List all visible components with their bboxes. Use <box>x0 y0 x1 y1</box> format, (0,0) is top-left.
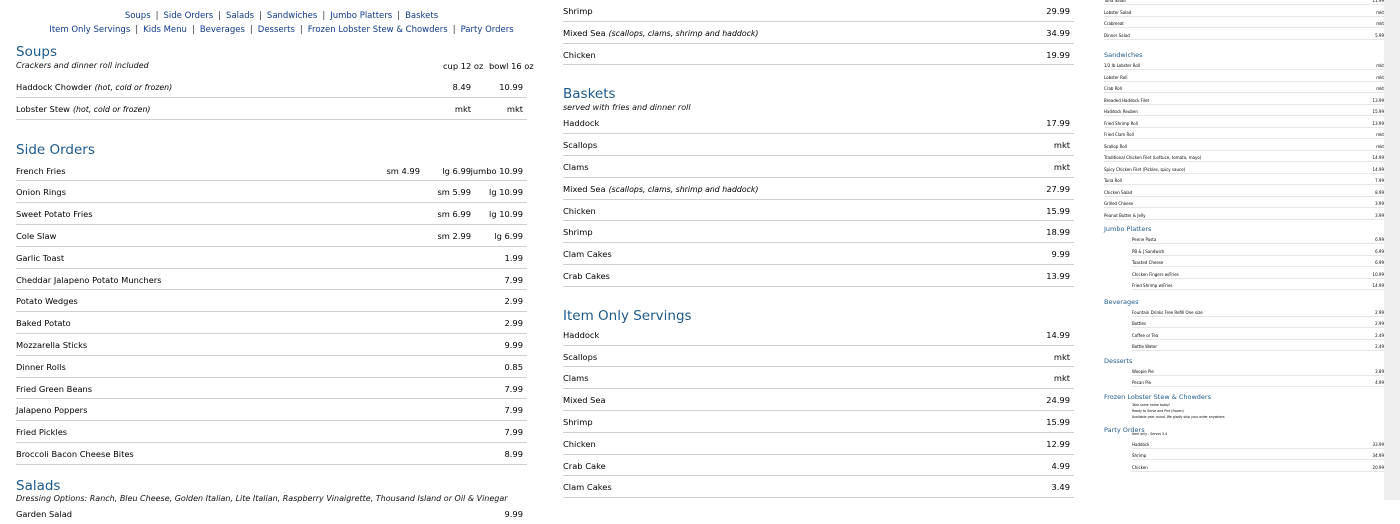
side-order-item <box>16 356 527 378</box>
soup-name <box>16 82 172 92</box>
side-order-item <box>16 247 527 269</box>
item-only-name-text: Scallops <box>563 351 598 362</box>
basket-name <box>563 271 610 281</box>
side-order-item <box>16 421 527 443</box>
mini-jumbo-price: 10.99 <box>1372 271 1384 277</box>
item-only-name-text: Crab Cake <box>563 460 606 471</box>
side-order-price: 7.99 <box>504 383 523 394</box>
item-only-name-text: Clam Cakes <box>563 482 612 493</box>
mini-party-name: Chicken <box>1132 464 1148 470</box>
mini-party-name: Shrimp <box>1132 453 1147 458</box>
platter-name-text: Shrimp <box>563 6 593 16</box>
mini-jumbo-item <box>1132 282 1384 290</box>
mini-sandwich-price: 13.99 <box>1372 120 1384 126</box>
mini-jumbo-item <box>1132 259 1384 267</box>
basket-name <box>563 118 599 128</box>
mini-frozen-line: Available year round. We gladly ship your order anywhere. <box>1132 414 1226 419</box>
nav-separator: | <box>452 25 456 35</box>
item-only-list <box>563 324 1074 498</box>
mini-sandwich-item <box>1104 154 1384 162</box>
side-order-small-price: sm 2.99 <box>437 230 471 241</box>
nav-link[interactable]: Baskets <box>405 11 439 21</box>
mini-sandwich-item <box>1104 108 1384 116</box>
mini-dessert-price: 4.99 <box>1375 380 1384 385</box>
mini-salad-item <box>1104 20 1384 28</box>
item-only-item <box>563 455 1074 477</box>
item-only-name <box>563 417 593 427</box>
basket-item <box>563 265 1074 287</box>
mini-salad-name: Tuna Salad <box>1104 0 1126 3</box>
side-order-name: Sweet Potato Fries <box>16 209 93 220</box>
mini-salad-price: 5.99 <box>1375 32 1384 38</box>
item-only-name-text: Mixed Sea <box>563 395 606 406</box>
platter-name <box>563 50 596 60</box>
mini-jumbo-heading: Jumbo Platters <box>1104 225 1152 233</box>
item-only-name <box>563 395 606 405</box>
soup-bowl-price: 10.99 <box>499 82 523 92</box>
mini-party-price: 33.99 <box>1372 441 1384 447</box>
basket-name-text: Shrimp <box>563 227 593 238</box>
mini-sandwich-item <box>1104 97 1384 105</box>
side-order-price: 2.99 <box>504 318 523 329</box>
mini-frozen-line: Take some home today! <box>1132 402 1171 407</box>
side-order-large-price: lg 6.99 <box>494 230 523 241</box>
mini-jumbo-item <box>1132 271 1384 279</box>
side-order-price: 2.99 <box>504 296 523 307</box>
mini-beverage-price: 2.99 <box>1375 309 1384 315</box>
soups-cup-label: cup 12 oz <box>443 61 484 71</box>
basket-price: 17.99 <box>1046 118 1070 129</box>
soup-bowl-price: mkt <box>506 103 523 114</box>
mobile-menu-page <box>1094 0 1384 500</box>
mini-sandwich-name: Fried Clam Roll <box>1104 132 1134 137</box>
mini-jumbo-price: 6.99 <box>1375 260 1384 265</box>
soup-item <box>16 98 527 120</box>
basket-price: 18.99 <box>1046 227 1070 238</box>
nav-link[interactable]: Item Only Servings <box>49 25 131 35</box>
mini-jumbo-price: 6.99 <box>1375 248 1384 254</box>
basket-name-text: Crab Cakes <box>563 270 611 281</box>
nav-separator: | <box>299 25 303 35</box>
basket-name-text: Haddock <box>563 118 600 129</box>
side-order-price: 8.99 <box>504 448 523 459</box>
baskets-description: served with fries and dinner roll <box>563 103 691 113</box>
platter-list-top <box>563 0 1074 65</box>
basket-price: 27.99 <box>1046 183 1070 194</box>
side-order-item <box>16 312 527 334</box>
side-order-item <box>16 290 527 312</box>
mini-salad-price: mkt <box>1376 21 1384 26</box>
nav-separator: | <box>259 11 262 21</box>
mini-sandwich-name: Fried Shrimp Roll <box>1104 120 1138 126</box>
side-order-item <box>16 334 527 356</box>
basket-item <box>563 178 1074 200</box>
item-only-name <box>563 330 599 340</box>
mini-sandwich-item <box>1104 85 1384 93</box>
side-order-item <box>16 160 527 182</box>
side-order-name: Dinner Rolls <box>16 361 66 372</box>
mini-dessert-item <box>1132 379 1384 387</box>
side-order-price: 9.99 <box>504 339 523 350</box>
platter-item <box>563 0 1074 22</box>
mini-sandwich-item <box>1104 177 1384 185</box>
side-order-large-price: lg 10.99 <box>489 209 523 220</box>
mini-sandwich-item <box>1104 74 1384 82</box>
nav-link[interactable]: Party Orders <box>460 25 514 35</box>
mini-party-name: Haddock <box>1132 441 1150 447</box>
basket-item <box>563 200 1074 222</box>
nav-separator: | <box>218 11 222 21</box>
item-only-price: 24.99 <box>1046 395 1070 406</box>
side-order-large-price: lg 10.99 <box>489 187 523 198</box>
side-orders-list <box>16 160 527 465</box>
side-order-price: 7.99 <box>504 427 523 438</box>
item-only-price: 4.99 <box>1051 460 1070 471</box>
basket-name-text: Clams <box>563 161 589 172</box>
platter-price: 19.99 <box>1046 49 1070 60</box>
item-only-price: 12.99 <box>1046 438 1070 449</box>
mini-sandwiches-heading: Sandwiches <box>1104 51 1143 59</box>
mini-sandwich-item <box>1104 143 1384 151</box>
mini-sandwich-name: Crab Roll <box>1104 86 1122 91</box>
item-only-name <box>563 439 596 449</box>
side-order-name: Fried Pickles <box>16 427 68 438</box>
side-order-small-price: sm 6.99 <box>437 209 471 220</box>
mini-sandwich-item <box>1104 131 1384 139</box>
soup-cup-price: mkt <box>454 103 471 114</box>
mini-sandwich-price: 3.99 <box>1375 212 1384 218</box>
side-order-name: Cheddar Jalapeno Potato Munchers <box>16 274 162 285</box>
mini-beverage-item <box>1132 343 1384 351</box>
side-order-name: Jalapeno Poppers <box>16 405 88 416</box>
side-order-price: 1.99 <box>504 252 523 263</box>
salad-item <box>16 503 527 524</box>
nav-link[interactable]: Soups <box>124 11 151 21</box>
salads-description: Dressing Options: Ranch, Bleu Cheese, Golden Italian, Lite Italian, Raspberry Vinaigrette, Thousand Island or Oil & Vinegar <box>16 493 508 503</box>
soup-note: (hot, cold or frozen) <box>72 104 151 114</box>
mini-party-price: 20.99 <box>1372 464 1384 470</box>
mini-sandwich-price: 14.99 <box>1372 166 1384 172</box>
side-order-item <box>16 399 527 421</box>
basket-name <box>563 227 593 237</box>
baskets-list <box>563 112 1074 286</box>
mini-sandwich-item <box>1104 120 1384 128</box>
nav-link[interactable]: Side Orders <box>163 11 214 21</box>
mini-salad-price: mkt <box>1376 9 1384 15</box>
item-only-name <box>563 352 597 362</box>
nav-link[interactable]: Frozen Lobster Stew & Chowders <box>307 25 448 35</box>
mini-jumbo-price: 6.99 <box>1375 237 1384 242</box>
mini-party-item <box>1132 441 1384 449</box>
basket-price: mkt <box>1053 161 1070 172</box>
mini-salad-name: Dinner Salad <box>1104 32 1130 38</box>
mini-sandwich-price: mkt <box>1376 143 1384 149</box>
basket-name-text: Mixed Sea <box>563 183 606 194</box>
soups-header-row <box>16 60 534 76</box>
side-order-name: Mozzarella Sticks <box>16 339 88 350</box>
mini-party-heading: Party Orders <box>1104 425 1145 434</box>
mini-dessert-item <box>1132 368 1384 376</box>
mini-sandwich-price: mkt <box>1376 74 1384 80</box>
platter-name-text: Mixed Sea <box>563 27 606 38</box>
item-only-price: 15.99 <box>1046 416 1070 427</box>
basket-note: (scallops, clams, shrimp and haddock) <box>608 184 759 194</box>
soup-note: (hot, cold or frozen) <box>94 83 173 92</box>
mini-jumbo-item <box>1132 248 1384 256</box>
item-only-name <box>563 482 612 492</box>
mini-jumbo-name: Fried Shrimp w/Fries <box>1132 283 1173 288</box>
nav-link[interactable]: Beverages <box>199 25 245 35</box>
mini-salad-price: 11.99 <box>1372 0 1384 3</box>
basket-name <box>563 206 596 216</box>
mini-sandwich-price: mkt <box>1376 63 1384 68</box>
basket-name-text: Scallops <box>563 140 598 151</box>
side-order-large-price: lg 6.99 <box>442 165 471 176</box>
mini-sandwich-item <box>1104 62 1384 70</box>
side-order-name: French Fries <box>16 165 66 176</box>
basket-name <box>563 140 597 150</box>
salad-price: 9.99 <box>504 508 523 519</box>
mini-sandwich-price: mkt <box>1376 86 1384 91</box>
mini-frozen-line: Ready to Serve and Pint (frozen) <box>1132 408 1184 413</box>
mini-sandwich-name: Haddock Reuben <box>1104 109 1138 114</box>
mini-sandwich-price: mkt <box>1376 132 1384 137</box>
mini-sandwich-name: Tuna Roll <box>1104 178 1122 183</box>
mini-salad-item <box>1104 0 1384 5</box>
side-order-item <box>16 443 527 465</box>
side-order-jumbo-price: jumbo 10.99 <box>470 165 523 176</box>
mini-sandwich-price: 14.99 <box>1372 155 1384 160</box>
item-only-price: mkt <box>1053 351 1070 362</box>
baskets-heading: Baskets <box>563 86 616 103</box>
platter-price: 34.99 <box>1046 27 1070 38</box>
side-order-name: Cole Slaw <box>16 230 57 241</box>
mini-sandwich-name: Grilled Cheese <box>1104 201 1134 206</box>
salad-name: Garden Salad <box>16 508 73 519</box>
mini-salad-name: Crabmeat <box>1104 21 1124 26</box>
mini-beverage-price: 2.99 <box>1375 321 1384 326</box>
menu-column-middle <box>563 0 1074 498</box>
platter-name <box>563 28 758 38</box>
mini-sandwich-item <box>1104 166 1384 174</box>
mini-sandwich-item <box>1104 189 1384 197</box>
mini-jumbo-item <box>1132 236 1384 244</box>
mini-jumbo-price: 14.99 <box>1372 283 1384 288</box>
nav-separator: | <box>155 11 159 21</box>
mini-dessert-name: Woopie Pie <box>1132 368 1154 374</box>
basket-name <box>563 249 612 259</box>
mini-jumbo-name: Chicken Fingers w/Fries <box>1132 271 1179 277</box>
mini-beverage-name: Bottles <box>1132 321 1146 326</box>
mini-sandwich-price: 13.99 <box>1372 97 1384 103</box>
basket-name <box>563 162 589 172</box>
nav-separator: | <box>249 25 253 35</box>
soup-name-text: Haddock Chowder <box>16 82 92 92</box>
mini-beverage-price: 2.49 <box>1375 344 1384 349</box>
side-orders-heading: Side Orders <box>16 141 95 158</box>
item-only-name-text: Shrimp <box>563 416 593 427</box>
item-only-price: mkt <box>1053 373 1070 384</box>
menu-column-left <box>16 0 534 524</box>
basket-price: mkt <box>1053 140 1070 151</box>
mini-beverage-name: Fountain Drinks Free Refill One size <box>1132 309 1203 315</box>
soup-cup-price: 8.49 <box>452 82 471 92</box>
side-order-name: Fried Green Beans <box>16 383 93 394</box>
soups-list <box>16 76 527 120</box>
salads-list <box>16 503 527 524</box>
mini-party-price: 34.99 <box>1372 453 1384 458</box>
item-only-price: 3.49 <box>1051 482 1070 493</box>
basket-price: 15.99 <box>1046 205 1070 216</box>
mini-jumbo-name: PB & J Sandwich <box>1132 248 1165 254</box>
item-only-name-text: Chicken <box>563 438 596 449</box>
side-order-price: 7.99 <box>504 405 523 416</box>
basket-item <box>563 243 1074 265</box>
mini-sandwich-name: Scallop Roll <box>1104 143 1127 149</box>
side-order-name: Onion Rings <box>16 187 66 198</box>
side-order-price: 0.85 <box>504 361 523 372</box>
platter-item <box>563 44 1074 66</box>
item-only-name-text: Clams <box>563 373 589 384</box>
mini-beverages-heading: Beverages <box>1104 297 1139 306</box>
mini-frozen-heading: Frozen Lobster Stew & Chowders <box>1104 392 1211 401</box>
mini-party-item <box>1132 464 1384 472</box>
nav-link[interactable]: Sandwiches <box>266 11 318 21</box>
side-order-name: Broccoli Bacon Cheese Bites <box>16 448 134 459</box>
item-only-item <box>563 433 1074 455</box>
platter-price: 29.99 <box>1046 6 1070 16</box>
mini-sandwich-price: 8.99 <box>1375 189 1384 195</box>
mini-jumbo-name: Penne Pasta <box>1132 237 1157 242</box>
mini-beverage-item <box>1132 320 1384 328</box>
side-order-name: Baked Potato <box>16 318 71 329</box>
side-order-item <box>16 181 527 203</box>
soup-item <box>16 76 527 98</box>
mini-sandwich-name: Spicy Chicken Filet (Pickles, spicy sauce) <box>1104 166 1186 172</box>
mini-sandwich-name: Lobster Roll <box>1104 74 1128 80</box>
mini-desserts-heading: Desserts <box>1104 356 1133 365</box>
nav-link[interactable]: Salads <box>226 11 255 21</box>
item-only-item <box>563 367 1074 389</box>
side-order-small-price: sm 5.99 <box>437 187 471 198</box>
nav-separator: | <box>397 11 401 21</box>
platter-name <box>563 6 593 16</box>
side-order-price: 7.99 <box>504 274 523 285</box>
mini-salad-name: Lobster Salad <box>1104 9 1132 15</box>
nav-separator: | <box>191 25 195 35</box>
nav-separator: | <box>322 11 326 21</box>
basket-price: 9.99 <box>1051 249 1070 260</box>
side-order-item <box>16 378 527 400</box>
item-only-item <box>563 346 1074 368</box>
item-only-name-text: Haddock <box>563 329 600 340</box>
soups-bowl-label: bowl 16 oz <box>489 61 534 71</box>
mini-sandwich-item <box>1104 212 1384 220</box>
side-order-item <box>16 203 527 225</box>
mini-beverage-price: 2.49 <box>1375 332 1384 338</box>
platter-name-text: Chicken <box>563 49 596 60</box>
side-order-small-price: sm 4.99 <box>386 165 420 176</box>
soup-name-text: Lobster Stew <box>16 103 70 114</box>
mini-sandwich-price: 7.99 <box>1375 178 1384 183</box>
platter-item <box>563 22 1074 44</box>
item-only-item <box>563 411 1074 433</box>
basket-item <box>563 221 1074 243</box>
item-only-item <box>563 324 1074 346</box>
item-only-name <box>563 373 589 383</box>
mini-dessert-name: Pecan Pie <box>1132 380 1152 385</box>
item-only-price: 14.99 <box>1046 329 1070 340</box>
mini-party-item <box>1132 452 1384 460</box>
nav-link[interactable]: Jumbo Platters <box>330 11 393 21</box>
mini-sandwich-name: Traditional Chicken Filet (Lettuce, tomato, mayo) <box>1104 155 1202 160</box>
platter-note: (scallops, clams, shrimp and haddock) <box>608 28 759 38</box>
soups-heading: Soups <box>16 44 57 60</box>
mini-sandwich-item <box>1104 200 1384 208</box>
item-only-heading: Item Only Servings <box>563 307 692 324</box>
mini-dessert-price: 3.89 <box>1375 368 1384 374</box>
item-only-name <box>563 461 606 471</box>
basket-name-text: Chicken <box>563 205 596 216</box>
mini-beverage-name: Coffee or Tea <box>1132 332 1159 338</box>
side-order-item <box>16 225 527 247</box>
side-order-name: Potato Wedges <box>16 296 78 307</box>
soups-description: Crackers and dinner roll included <box>16 61 149 70</box>
nav-separator: | <box>135 25 139 35</box>
nav-link[interactable]: Desserts <box>257 25 295 35</box>
salads-heading: Salads <box>16 477 61 494</box>
basket-item <box>563 134 1074 156</box>
side-order-name: Garlic Toast <box>16 252 65 263</box>
basket-item <box>563 156 1074 178</box>
soup-name <box>16 104 150 114</box>
mini-salad-item <box>1104 9 1384 17</box>
mini-sandwich-price: 3.99 <box>1375 201 1384 206</box>
mini-sandwich-price: 15.99 <box>1372 109 1384 114</box>
basket-name-text: Clam Cakes <box>563 249 612 260</box>
item-only-item <box>563 476 1074 498</box>
mini-sandwich-name: Breaded Haddock Filet <box>1104 97 1150 103</box>
basket-price: 13.99 <box>1046 270 1070 281</box>
basket-item <box>563 112 1074 134</box>
mini-jumbo-name: Toasted Cheese <box>1132 260 1164 265</box>
item-only-item <box>563 389 1074 411</box>
mini-sandwich-name: Peanut Butter & Jelly <box>1104 212 1146 218</box>
nav-link[interactable]: Kids Menu <box>143 25 187 35</box>
mini-beverage-name: Bottle Water <box>1132 344 1157 349</box>
mobile-menu-preview <box>1094 0 1400 500</box>
mini-sandwich-name: 1/2 lb Lobster Roll <box>1104 63 1141 68</box>
mini-salad-item <box>1104 32 1384 40</box>
mini-beverage-item <box>1132 332 1384 340</box>
mini-sandwich-name: Chicken Salad <box>1104 189 1133 195</box>
side-order-item <box>16 269 527 291</box>
mini-party-desc: Item only - Serves 3-4 <box>1132 431 1168 436</box>
basket-name <box>563 184 758 194</box>
mini-beverage-item <box>1132 309 1384 317</box>
